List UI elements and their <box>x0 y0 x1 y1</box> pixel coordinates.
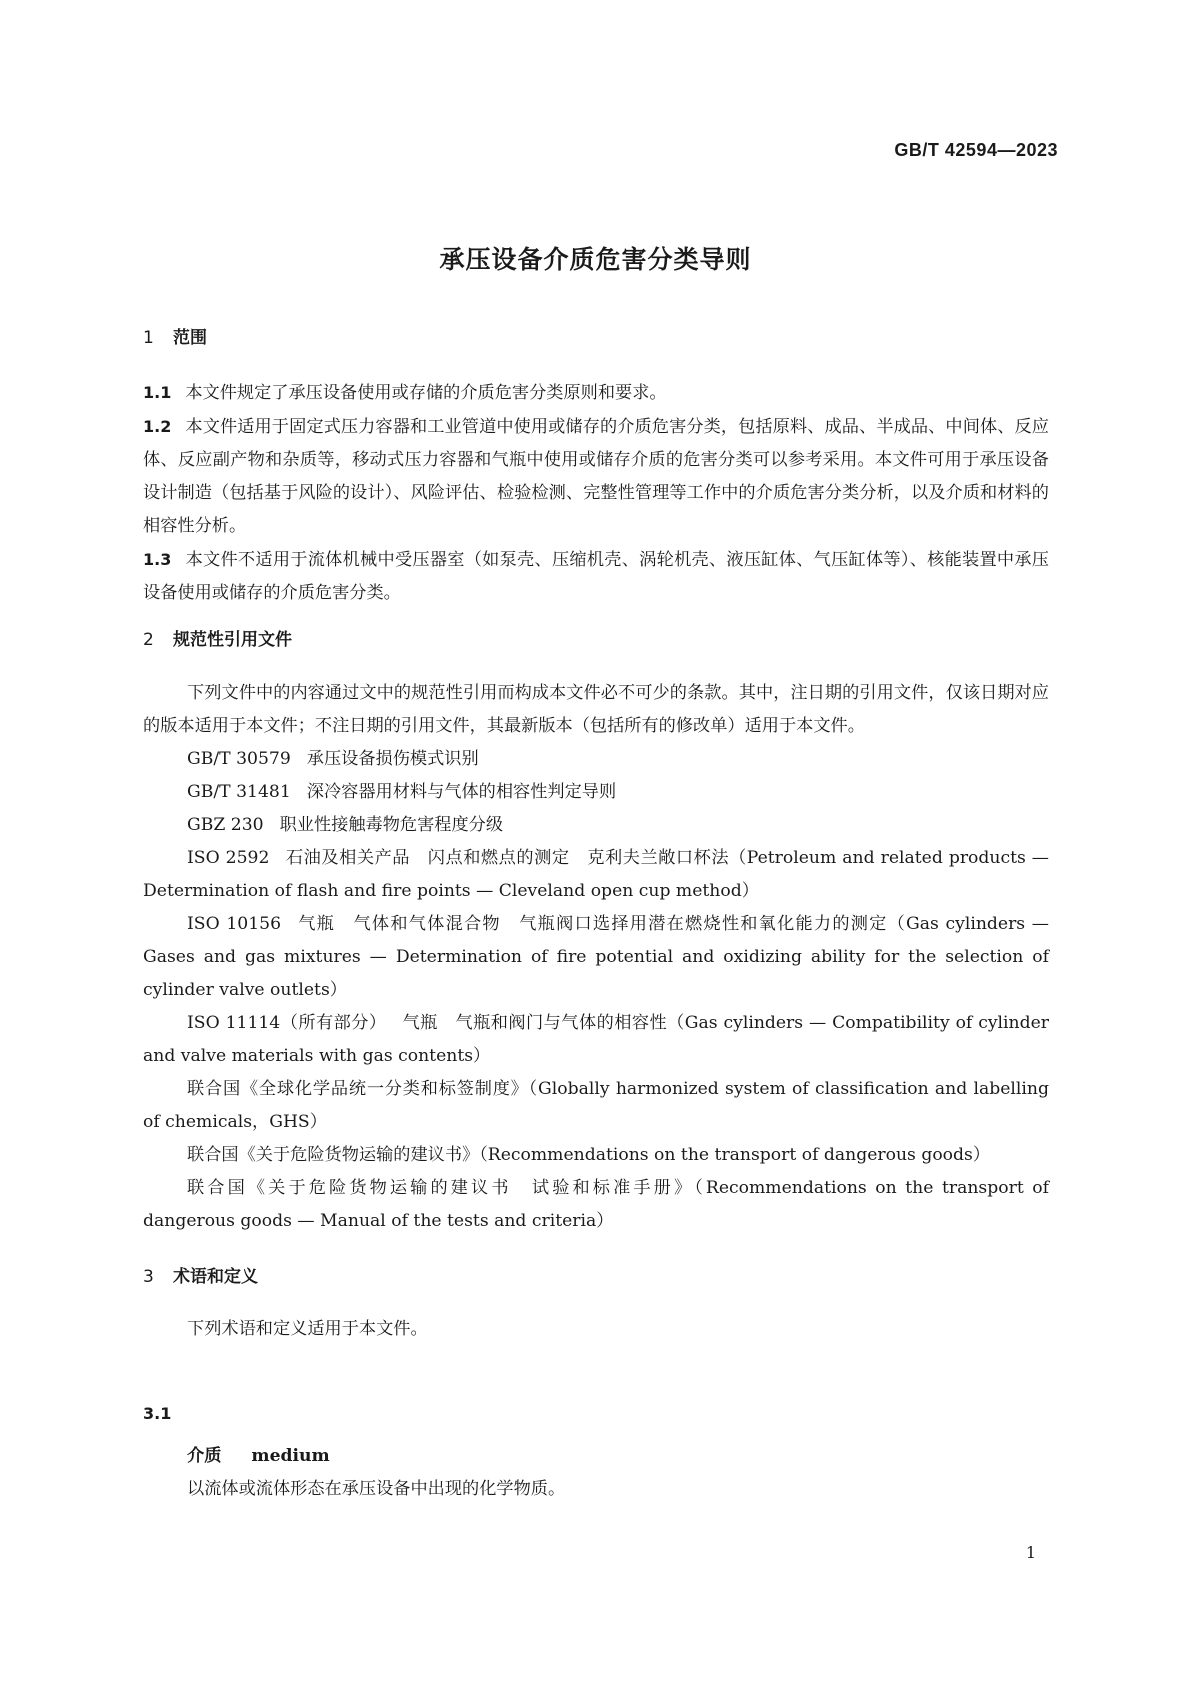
reference-title: 气瓶 气瓶和阀门与气体的相容性（Gas cylinders — Compatibility of cylinder and valve materials with gas contents） <box>143 1013 1049 1066</box>
reference-entry <box>143 743 1049 776</box>
reference-title: 联合国《关于危险货物运输的建议书 试验和标准手册》（Recommendations on the transport of dangerous goods — Manual of the tests and criteria） <box>143 1178 1049 1231</box>
reference-entry <box>143 1073 1049 1139</box>
clause-number: 1.1 <box>143 383 172 402</box>
reference-entry <box>143 776 1049 809</box>
section-title: 规范性引用文件 <box>173 630 292 650</box>
reference-code: ISO 11114（所有部分） <box>187 1013 387 1033</box>
clause-text: 本文件规定了承压设备使用或存储的介质危害分类原则和要求。 <box>185 383 667 403</box>
term-entry <box>187 1440 330 1473</box>
section-1-body <box>143 376 1049 610</box>
clause-1-1 <box>143 376 1049 410</box>
reference-entry <box>143 1007 1049 1073</box>
reference-code: GBZ 230 <box>187 815 264 835</box>
section-title: 术语和定义 <box>173 1267 258 1287</box>
reference-code: GB/T 31481 <box>187 782 291 802</box>
reference-title: 联合国《全球化学品统一分类和标签制度》（Globally harmonized system of classification and labelling of chemicals，GHS） <box>143 1079 1049 1132</box>
clause-number: 1.2 <box>143 417 172 436</box>
section-number: 1 <box>143 328 154 348</box>
reference-title: 深冷容器用材料与气体的相容性判定导则 <box>306 782 617 802</box>
page-number: 1 <box>1025 1543 1036 1562</box>
reference-title: 石油及相关产品 闪点和燃点的测定 克利夫兰敞口杯法（Petroleum and related products — Determination of flash and fire points — Cleveland open cup method） <box>143 848 1049 901</box>
section-1-heading <box>143 323 207 348</box>
section-number: 2 <box>143 630 154 650</box>
reference-entry <box>143 1172 1049 1238</box>
term-number: 3.1 <box>143 1404 172 1423</box>
section-2-body <box>143 677 1049 1238</box>
section-2-heading <box>143 625 292 650</box>
standard-code: GB/T 42594—2023 <box>894 140 1058 160</box>
section-3-intro <box>143 1313 1049 1346</box>
reference-entry <box>143 809 1049 842</box>
references-intro: 下列文件中的内容通过文中的规范性引用而构成本文件必不可少的条款。其中，注日期的引用文件，仅该日期对应的版本适用于本文件；不注日期的引用文件，其最新版本（包括所有的修改单）适用于本文件。 <box>143 683 1049 736</box>
reference-entry <box>143 1139 1049 1172</box>
reference-code: ISO 2592 <box>187 848 270 868</box>
clause-text: 本文件适用于固定式压力容器和工业管道中使用或储存的介质危害分类，包括原料、成品、半成品、中间体、反应体、反应副产物和杂质等，移动式压力容器和气瓶中使用或储存介质的危害分类可以参考采用。本文件可用于承压设备设计制造（包括基于风险的设计）、风险评估、检验检测、完整性管理等工作中的介质危害分类分析，以及介质和材料的相容性分析。 <box>143 417 1049 536</box>
reference-code: ISO 10156 <box>187 914 282 934</box>
term-definition: 以流体或流体形态在承压设备中出现的化学物质。 <box>187 1479 566 1499</box>
section-number: 3 <box>143 1267 154 1287</box>
reference-title: 承压设备损伤模式识别 <box>306 749 479 769</box>
term-english: medium <box>251 1446 330 1466</box>
reference-title: 联合国《关于危险货物运输的建议书》（Recommendations on the transport of dangerous goods） <box>187 1145 991 1165</box>
reference-entry <box>143 908 1049 1007</box>
clause-1-2 <box>143 410 1049 543</box>
section-3-heading <box>143 1262 258 1287</box>
clause-text: 本文件不适用于流体机械中受压器室（如泵壳、压缩机壳、涡轮机壳、液压缸体、气压缸体等）、核能装置中承压设备使用或储存的介质危害分类。 <box>143 550 1049 603</box>
reference-title: 职业性接触毒物危害程度分级 <box>279 815 504 835</box>
section-title: 范围 <box>173 328 207 348</box>
terms-intro: 下列术语和定义适用于本文件。 <box>187 1319 428 1339</box>
document-title: 承压设备介质危害分类导则 <box>439 245 752 274</box>
reference-title: 气瓶 气体和气体混合物 气瓶阀口选择用潜在燃烧性和氧化能力的测定（Gas cylinders — Gases and gas mixtures — Determination of fire potential and oxidizing ability for the selection of cylinder valve outlets） <box>143 914 1049 1000</box>
clause-1-3 <box>143 543 1049 610</box>
reference-entry <box>143 842 1049 908</box>
clause-number: 1.3 <box>143 550 172 569</box>
term-chinese: 介质 <box>187 1446 222 1466</box>
reference-code: GB/T 30579 <box>187 749 291 769</box>
